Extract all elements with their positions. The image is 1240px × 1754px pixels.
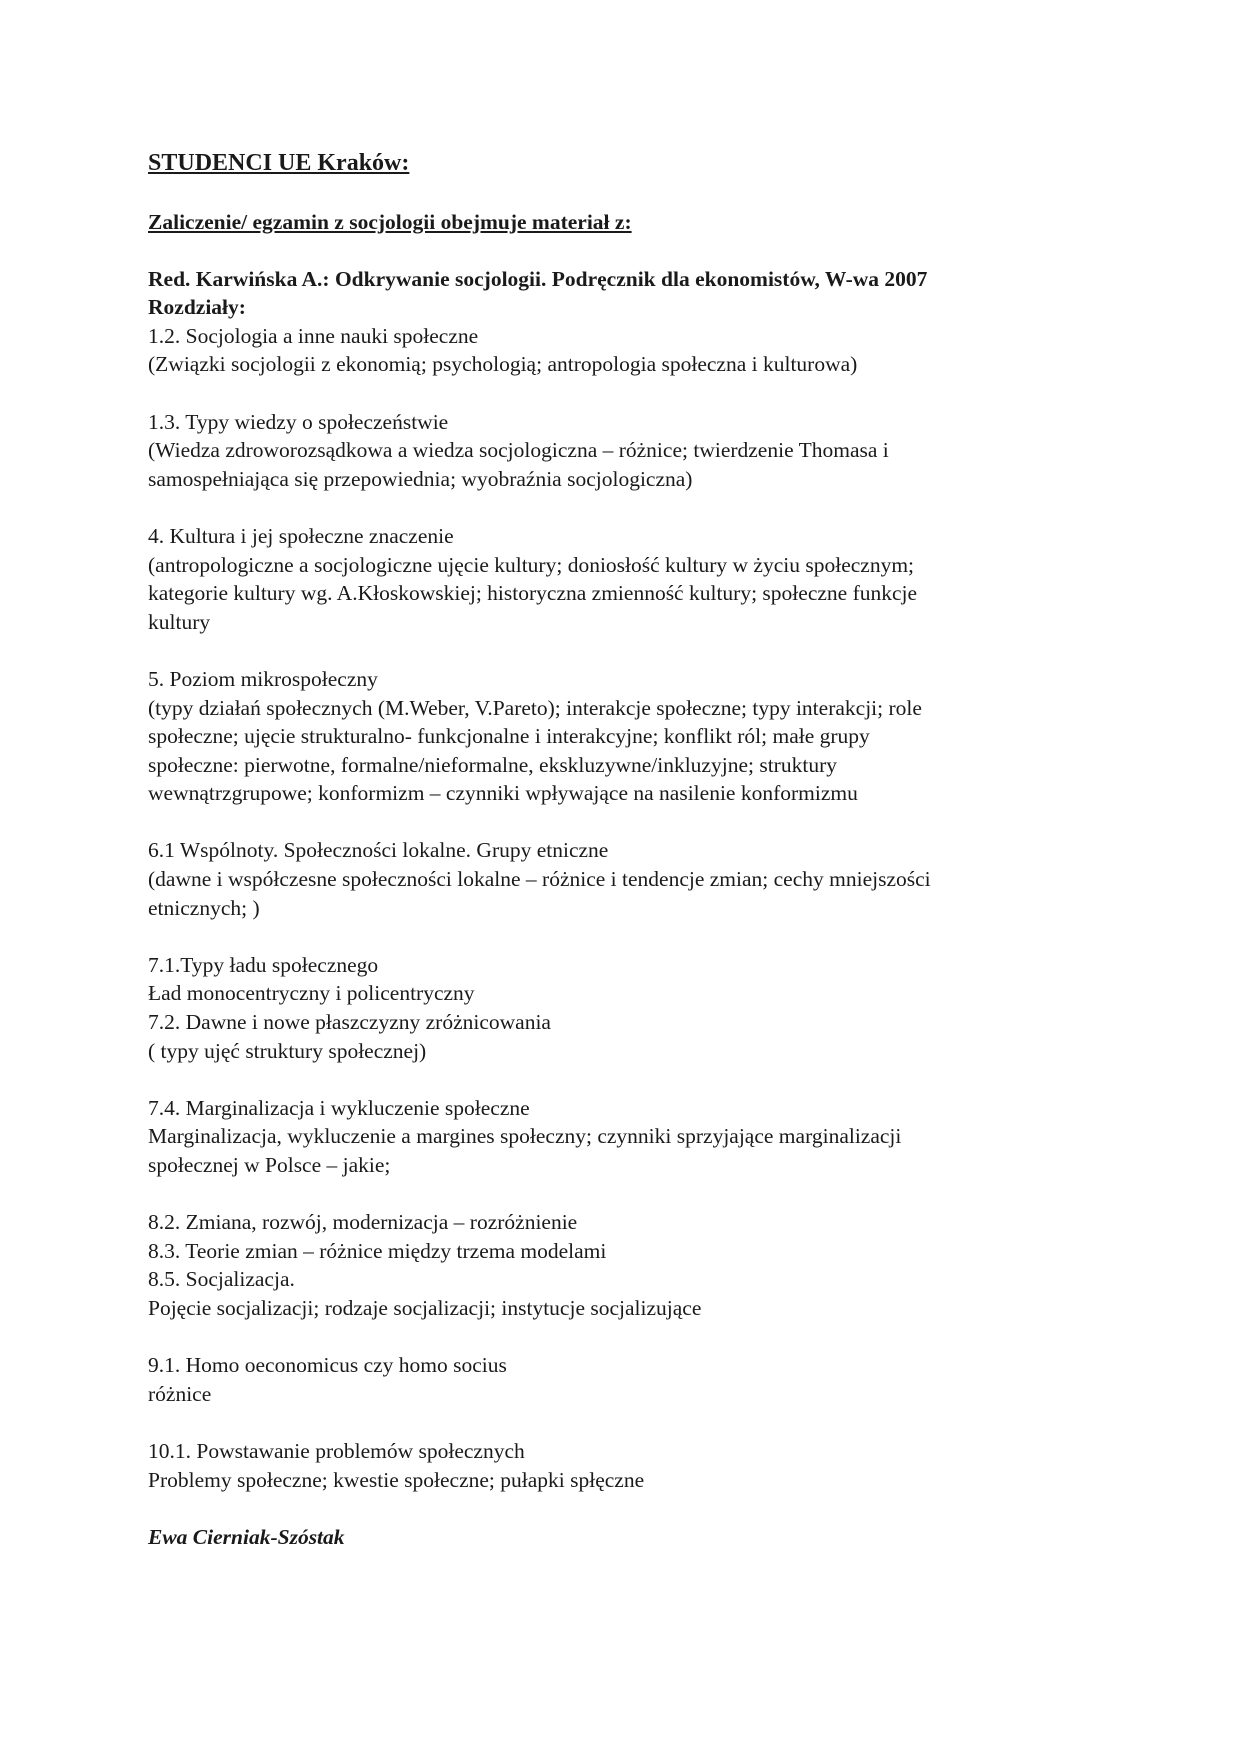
chapter-section	[148, 1208, 1088, 1322]
chapter-list	[148, 322, 1088, 1494]
document-page	[148, 148, 1088, 1551]
chapter-section	[148, 951, 1088, 1065]
chapter-detail: etnicznych; )	[148, 895, 260, 920]
chapter-heading: 5. Poziom mikrospołeczny	[148, 666, 378, 691]
author-signature: Ewa Cierniak-Szóstak	[148, 1524, 345, 1549]
chapter-detail: (Związki socjologii z ekonomią; psychologią; antropologia społeczna i kulturowa)	[148, 352, 858, 377]
chapter-section	[148, 408, 1088, 494]
document-subtitle: Zaliczenie/ egzamin z socjologii obejmuje materiał z:	[148, 210, 632, 234]
chapter-detail: 8.3. Teorie zmian – różnice między trzema modelami	[148, 1238, 607, 1263]
chapter-heading: 10.1. Powstawanie problemów społecznych	[148, 1438, 525, 1463]
chapter-section	[148, 522, 1088, 636]
document-title: STUDENCI UE Kraków:	[148, 150, 410, 176]
chapter-detail: Pojęcie socjalizacji; rodzaje socjalizacji; instytucje socjalizujące	[148, 1295, 702, 1320]
chapter-detail: (dawne i współczesne społeczności lokalne – różnice i tendencje zmian; cechy mniejszości	[148, 867, 931, 892]
chapter-detail: kategorie kultury wg. A.Kłoskowskiej; historyczna zmienność kultury; społeczne funkcje	[148, 581, 918, 606]
chapter-detail: społeczne; ujęcie strukturalno- funkcjonalne i interakcyjne; konflikt ról; małe grupy	[148, 724, 870, 749]
chapter-section	[148, 836, 1088, 922]
chapter-heading: 4. Kultura i jej społeczne znaczenie	[148, 523, 454, 548]
chapter-detail: wewnątrzgrupowe; konformizm – czynniki wpływające na nasilenie konformizmu	[148, 781, 858, 806]
chapter-detail: (antropologiczne a socjologiczne ujęcie kultury; doniosłość kultury w życiu społecznym;	[148, 552, 915, 577]
chapter-detail: ( typy ujęć struktury społecznej)	[148, 1038, 427, 1063]
chapter-detail: (Wiedza zdroworozsądkowa a wiedza socjologiczna – różnice; twierdzenie Thomasa i	[148, 438, 889, 463]
chapter-heading: 7.4. Marginalizacja i wykluczenie społeczne	[148, 1095, 530, 1120]
chapter-detail: Marginalizacja, wykluczenie a margines społeczny; czynniki sprzyjające marginalizacji	[148, 1124, 902, 1149]
chapter-detail: 7.2. Dawne i nowe płaszczyzny zróżnicowania	[148, 1010, 551, 1035]
chapter-section	[148, 322, 1088, 379]
chapter-detail: kultury	[148, 609, 211, 634]
chapters-label: Rozdziały:	[148, 295, 246, 320]
chapter-detail: Ład monocentryczny i policentryczny	[148, 981, 475, 1006]
chapter-heading: 6.1 Wspólnoty. Społeczności lokalne. Grupy etniczne	[148, 838, 609, 863]
chapter-detail: Problemy społeczne; kwestie społeczne; pułapki spłęczne	[148, 1467, 645, 1492]
book-reference: Red. Karwińska A.: Odkrywanie socjologii. Podręcznik dla ekonomistów, W-wa 2007	[148, 266, 928, 291]
chapter-section	[148, 1437, 1088, 1494]
chapter-section	[148, 1351, 1088, 1408]
chapter-heading: 1.2. Socjologia a inne nauki społeczne	[148, 323, 479, 348]
book-reference-block	[148, 265, 1088, 322]
chapter-section	[148, 1094, 1088, 1180]
chapter-heading: 1.3. Typy wiedzy o społeczeństwie	[148, 409, 449, 434]
chapter-heading: 9.1. Homo oeconomicus czy homo socius	[148, 1353, 507, 1378]
chapter-detail: różnice	[148, 1381, 212, 1406]
chapter-detail: samospełniająca się przepowiednia; wyobraźnia socjologiczna)	[148, 466, 693, 491]
chapter-detail: 8.5. Socjalizacja.	[148, 1267, 295, 1292]
chapter-section	[148, 665, 1088, 808]
chapter-detail: społeczne: pierwotne, formalne/nieformalne, ekskluzywne/inkluzyjne; struktury	[148, 752, 837, 777]
chapter-detail: społecznej w Polsce – jakie;	[148, 1153, 391, 1177]
chapter-heading: 8.2. Zmiana, rozwój, modernizacja – rozróżnienie	[148, 1210, 578, 1235]
chapter-detail: (typy działań społecznych (M.Weber, V.Pareto); interakcje społeczne; typy interakcji; role	[148, 695, 922, 720]
chapter-heading: 7.1.Typy ładu społecznego	[148, 952, 379, 977]
